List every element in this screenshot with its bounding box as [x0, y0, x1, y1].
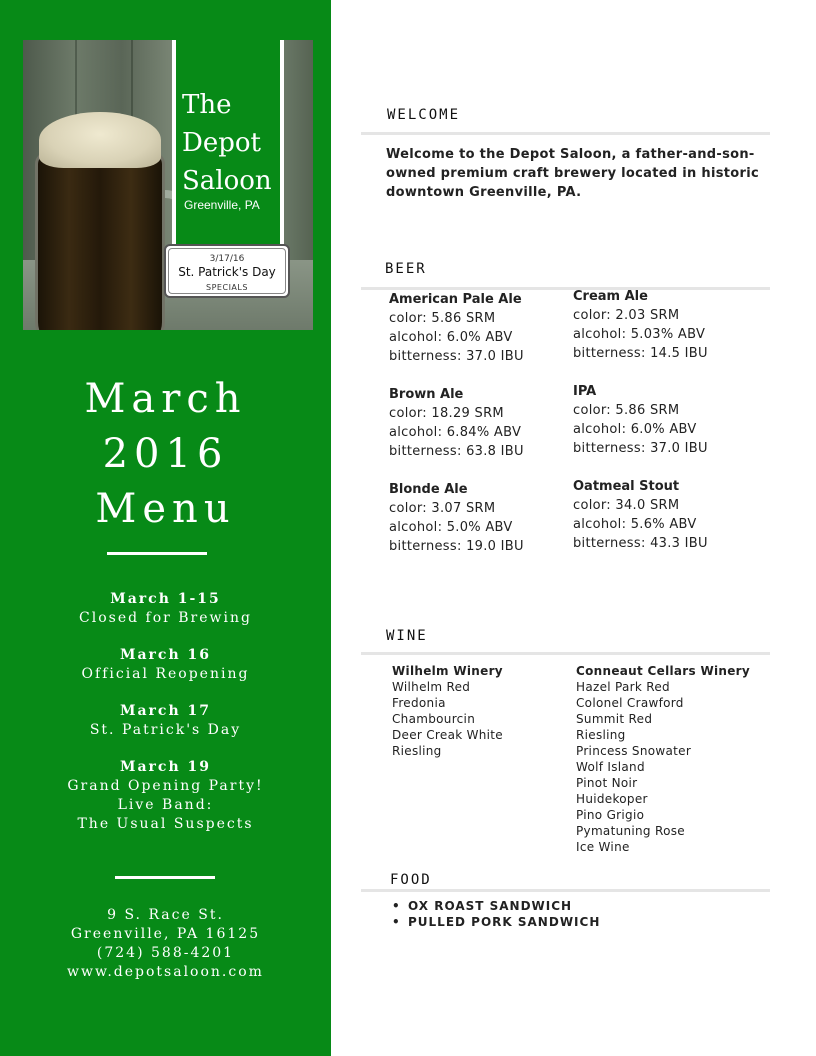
beer-alcohol: alcohol: 5.0% ABV — [389, 520, 513, 535]
address-block — [0, 906, 331, 982]
event-date: March 16 — [119, 647, 211, 663]
beer-item — [573, 287, 708, 363]
wine-item: Fredonia — [392, 696, 446, 710]
phone-number: (724) 588-4201 — [96, 945, 235, 961]
section-divider — [361, 889, 770, 892]
beer-alcohol: alcohol: 6.84% ABV — [389, 425, 522, 440]
logo-title — [182, 86, 282, 200]
wine-item: Pinot Noir — [576, 776, 638, 790]
wine-item: Wilhelm Red — [392, 680, 471, 694]
mug-foam — [39, 112, 161, 168]
beer-color: color: 34.0 SRM — [573, 498, 680, 513]
logo-city: Greenville, PA — [184, 198, 260, 212]
wine-item: Colonel Crawford — [576, 696, 684, 710]
beer-name: IPA — [573, 384, 597, 399]
beer-alcohol: alcohol: 5.03% ABV — [573, 327, 706, 342]
menu-title-line: March — [84, 376, 247, 422]
beer-bitterness: bitterness: 43.3 IBU — [573, 536, 708, 551]
mug-body — [35, 152, 165, 330]
wine-item: Hazel Park Red — [576, 680, 670, 694]
beer-bitterness: bitterness: 63.8 IBU — [389, 444, 524, 459]
beer-alcohol: alcohol: 5.6% ABV — [573, 517, 697, 532]
wine-item: Pymatuning Rose — [576, 824, 685, 838]
event-item — [0, 646, 331, 684]
wine-item: Ice Wine — [576, 840, 630, 854]
food-item: • PULLED PORK SANDWICH — [392, 914, 600, 930]
beer-item — [389, 480, 524, 556]
event-date: March 1-15 — [110, 591, 221, 607]
wine-item: Riesling — [576, 728, 626, 742]
menu-title-line: Menu — [95, 486, 236, 532]
wine-item: Deer Creak White — [392, 728, 503, 742]
beer-item — [389, 385, 524, 461]
wine-item: Riesling — [392, 744, 442, 758]
welcome-heading: WELCOME — [387, 107, 461, 123]
wine-item: Princess Snowater — [576, 744, 692, 758]
beer-color: color: 2.03 SRM — [573, 308, 680, 323]
label-date: 3/17/16 — [209, 254, 245, 264]
event-desc: Grand Opening Party! — [67, 778, 264, 794]
section-divider — [361, 132, 770, 135]
event-item — [0, 590, 331, 628]
beer-item — [389, 290, 524, 366]
event-list — [0, 590, 331, 852]
menu-title-line: 2016 — [102, 431, 229, 477]
winery-list — [576, 663, 750, 855]
specials-label — [164, 244, 290, 298]
wine-item: Huidekoper — [576, 792, 648, 806]
beer-bitterness: bitterness: 14.5 IBU — [573, 346, 708, 361]
beer-color: color: 3.07 SRM — [389, 501, 496, 516]
beer-name: Blonde Ale — [389, 482, 468, 497]
beer-color: color: 18.29 SRM — [389, 406, 504, 421]
event-desc: Closed for Brewing — [79, 610, 252, 626]
label-name: St. Patrick's Day — [178, 265, 276, 279]
beer-color: color: 5.86 SRM — [389, 311, 496, 326]
beer-alcohol: alcohol: 6.0% ABV — [389, 330, 513, 345]
event-item — [0, 758, 331, 834]
logo-title-line: Saloon — [182, 166, 272, 196]
logo-title-line: Depot — [182, 128, 261, 158]
divider — [115, 876, 215, 879]
label-sub: SPECIALS — [206, 283, 248, 292]
beer-name: Cream Ale — [573, 289, 648, 304]
sidebar — [0, 0, 331, 1056]
beer-heading: BEER — [385, 261, 427, 277]
beer-color: color: 5.86 SRM — [573, 403, 680, 418]
winery-list — [392, 663, 503, 759]
wine-item: Chambourcin — [392, 712, 476, 726]
event-desc: The Usual Suspects — [77, 816, 254, 832]
event-item — [0, 702, 331, 740]
wine-heading: WINE — [386, 628, 428, 644]
address-line: 9 S. Race St. — [107, 907, 224, 923]
event-desc: Official Reopening — [81, 666, 250, 682]
beer-alcohol: alcohol: 6.0% ABV — [573, 422, 697, 437]
beer-name: Oatmeal Stout — [573, 479, 680, 494]
menu-title — [0, 372, 331, 537]
website-link[interactable]: www.depotsaloon.com — [67, 964, 264, 980]
welcome-text: Welcome to the Depot Saloon, a father-and-son-owned premium craft brewery located in historic downtown Greenville, PA. — [386, 147, 759, 200]
wine-item: Summit Red — [576, 712, 653, 726]
address-line: Greenville, PA 16125 — [70, 926, 261, 942]
logo-title-line: The — [182, 90, 232, 120]
event-desc: St. Patrick's Day — [89, 722, 242, 738]
beer-bitterness: bitterness: 19.0 IBU — [389, 539, 524, 554]
event-date: March 17 — [119, 703, 211, 719]
beer-item — [573, 477, 708, 553]
food-list — [392, 898, 600, 930]
winery-name: Wilhelm Winery — [392, 664, 503, 678]
beer-name: American Pale Ale — [389, 292, 522, 307]
event-date: March 19 — [119, 759, 211, 775]
beer-bitterness: bitterness: 37.0 IBU — [573, 441, 708, 456]
beer-name: Brown Ale — [389, 387, 464, 402]
divider — [107, 552, 207, 555]
food-item: • OX ROAST SANDWICH — [392, 898, 600, 914]
winery-name: Conneaut Cellars Winery — [576, 664, 751, 678]
section-divider — [361, 652, 770, 655]
beer-item — [573, 382, 708, 458]
wine-item: Pino Grigio — [576, 808, 645, 822]
wine-item: Wolf Island — [576, 760, 645, 774]
beer-bitterness: bitterness: 37.0 IBU — [389, 349, 524, 364]
food-heading: FOOD — [390, 872, 432, 888]
event-desc: Live Band: — [117, 797, 214, 813]
